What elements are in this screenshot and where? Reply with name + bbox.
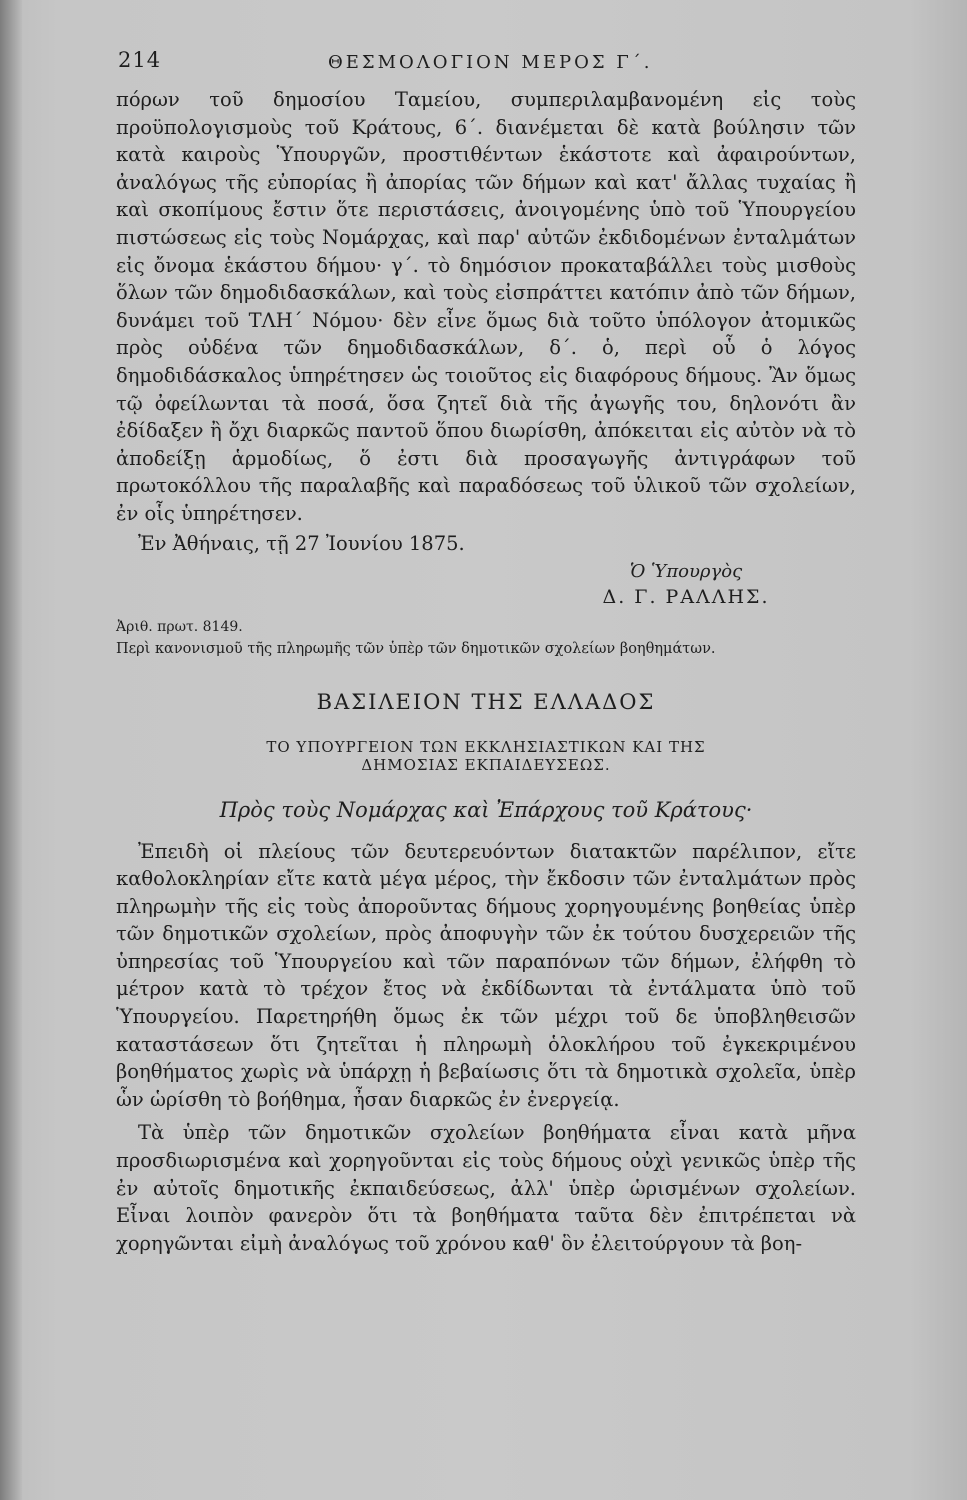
ministry-heading-line: ΔΗΜΟΣΙΑΣ ΕΚΠΑΙΔΕΥΣΕΩΣ. — [361, 755, 611, 774]
running-title: ΘΕΣΜΟΛΟΓΙΟΝ ΜΕΡΟΣ Γ΄. — [328, 52, 653, 73]
date-line: Ἐν Ἀθήναις, τῇ 27 Ἰουνίου 1875. — [138, 531, 465, 555]
ministry-heading — [116, 738, 856, 774]
circular-paragraph: Τὰ ὑπὲρ τῶν δημοτικῶν σχολείων βοηθήματα εἶναι κατὰ μῆνα προσδιωρισμένα καὶ χορηγοῦνται εἰς τοὺς δήμους οὐχὶ γενικῶς ὑπὲρ τῆς ἐν αὐτοῖς δημοτικῆς ἐκπαιδεύσεως, ἀλλ' ὑπὲρ ὡρισμένων σχολείων. Εἶναι λοιπὸν φανερὸν ὅτι τὰ βοηθήματα ταῦτα δὲν ἐπιτρέπεται νὰ χορηγῶνται εἰμὴ ἀναλόγως τοῦ χρόνου καθ' ὃν ἐλειτούργουν τὰ βοη- — [116, 1121, 856, 1255]
kingdom-heading: ΒΑΣΙΛΕΙΟΝ ΤΗΣ ΕΛΛΑΔΟΣ — [316, 689, 656, 714]
signature-block — [556, 560, 816, 610]
addressee-line: Πρὸς τοὺς Νομάρχας καὶ Ἐπάρχους τοῦ Κράτους· — [219, 797, 753, 822]
page-body — [116, 86, 856, 1257]
ministry-heading-line: ΤΟ ΥΠΟΥΡΓΕΙΟΝ ΤΩΝ ΕΚΚΛΗΣΙΑΣΤΙΚΩΝ ΚΑΙ ΤΗΣ — [266, 737, 706, 756]
signature-name: Δ. Γ. ΡΑΛΛΗΣ. — [602, 585, 770, 608]
page-number: 214 — [118, 48, 162, 72]
circular-paragraph: Ἐπειδὴ οἱ πλείους τῶν δευτερευόντων διατακτῶν παρέλιπον, εἴτε καθολοκληρίαν εἴτε κατὰ μέγα μέρος, τὴν ἔκδοσιν τῶν ἐνταλμάτων πρὸς πληρωμὴν τῆς εἰς τοὺς ἀποροῦντας δήμους χορηγουμένης βοηθείας ὑπὲρ τῶν δημοτικῶν σχολείων, πρὸς ἀποφυγὴν τῶν ἐκ τούτου δυσχερειῶν τῆς ὑπηρεσίας τοῦ Ὑπουργείου καὶ τῶν παραπόνων τῶν δήμων, ἐλήφθη τὸ μέτρον κατὰ τὸ τρέχον ἔτος νὰ ἐκδίδωνται τὰ ἐντάλματα ὑπὸ τοῦ Ὑπουργείου. Παρετηρήθη ὅμως ἐκ τῶν μέχρι τοῦ δε ὑποβληθεισῶν καταστάσεων ὅτι ζητεῖται ἡ πληρωμὴ ὁλοκλήρου τοῦ ἐγκεκριμένου βοηθήματος χωρὶς νὰ ὑπάρχῃ ἡ βεβαίωσις ὅτι τὰ δημοτικὰ σχολεῖα, ὑπὲρ ὧν ὡρίσθη τὸ βοήθημα, ἦσαν διαρκῶς ἐν ἐνεργείᾳ. — [116, 839, 856, 1111]
continuation-paragraph: πόρων τοῦ δημοσίου Ταμείου, συμπεριλαμβανομένη εἰς τοὺς προϋπολογισμοὺς τοῦ Κράτους, 6΄. διανέμεται δὲ κατὰ βούλησιν τῶν κατὰ καιροὺς Ὑπουργῶν, προστιθέντων ἑκάστοτε καὶ ἀφαιρούντων, ἀναλόγως τῆς εὐπορίας ἢ ἀπορίας τῶν δήμων καὶ κατ' ἄλλας τυχαίας ἢ καὶ σκοπίμους ἔστιν ὅτε περιστάσεις, ἀνοιγομένης ὑπὸ τοῦ Ὑπουργείου πιστώσεως εἰς τοὺς Νομάρχας, καὶ παρ' αὐτῶν ἐκδιδομένων ἐνταλμάτων εἰς ὄνομα ἑκάστου δήμου· γ΄. τὸ δημόσιον προκαταβάλλει τοὺς μισθοὺς ὅλων τῶν δημοδιδασκάλων, καὶ τοὺς εἰσπράττει κατόπιν ἀπὸ τῶν δήμων, δυνάμει τοῦ ΤΛΗ΄ Νόμου· δὲν εἶνε ὅμως διὰ τοῦτο ὑπόλογον ἀτομικῶς πρὸς οὐδένα τῶν δημοδιδασκάλων, δ΄. ὁ, περὶ οὗ ὁ λόγος δημοδιδάσκαλος ὑπηρέτησεν ὡς τοιοῦτος εἰς διαφόρους δήμους. Ἂν ὅμως τῷ ὀφείλωνται τὰ ποσά, ὅσα ζητεῖ διὰ τῆς ἀγωγῆς του, δηλονότι ἂν ἐδίδαξεν ἢ ὄχι διαρκῶς παντοῦ ὅπου διωρίσθη, ἀπόκειται εἰς αὐτὸν νὰ τὸ ἀποδείξῃ ἁρμοδίως, ὅ ἐστι διὰ προσαγωγῆς ἀντιγράφων τοῦ πρωτοκόλλου τῆς παραλαβῆς καὶ παραδόσεως τοῦ ὑλικοῦ τῶν σχολείων, ἐν οἷς ὑπηρέτησεν. — [116, 88, 856, 525]
protocol-number: Ἀριθ. πρωτ. 8149. — [116, 618, 243, 635]
page-header — [118, 48, 858, 82]
signature-title: Ὁ Ὑπουργὸς — [629, 560, 743, 582]
book-spine-shadow — [0, 0, 22, 1500]
document-subject: Περὶ κανονισμοῦ τῆς πληρωμῆς τῶν ὑπὲρ τῶν δημοτικῶν σχολείων βοηθημάτων. — [116, 640, 716, 657]
